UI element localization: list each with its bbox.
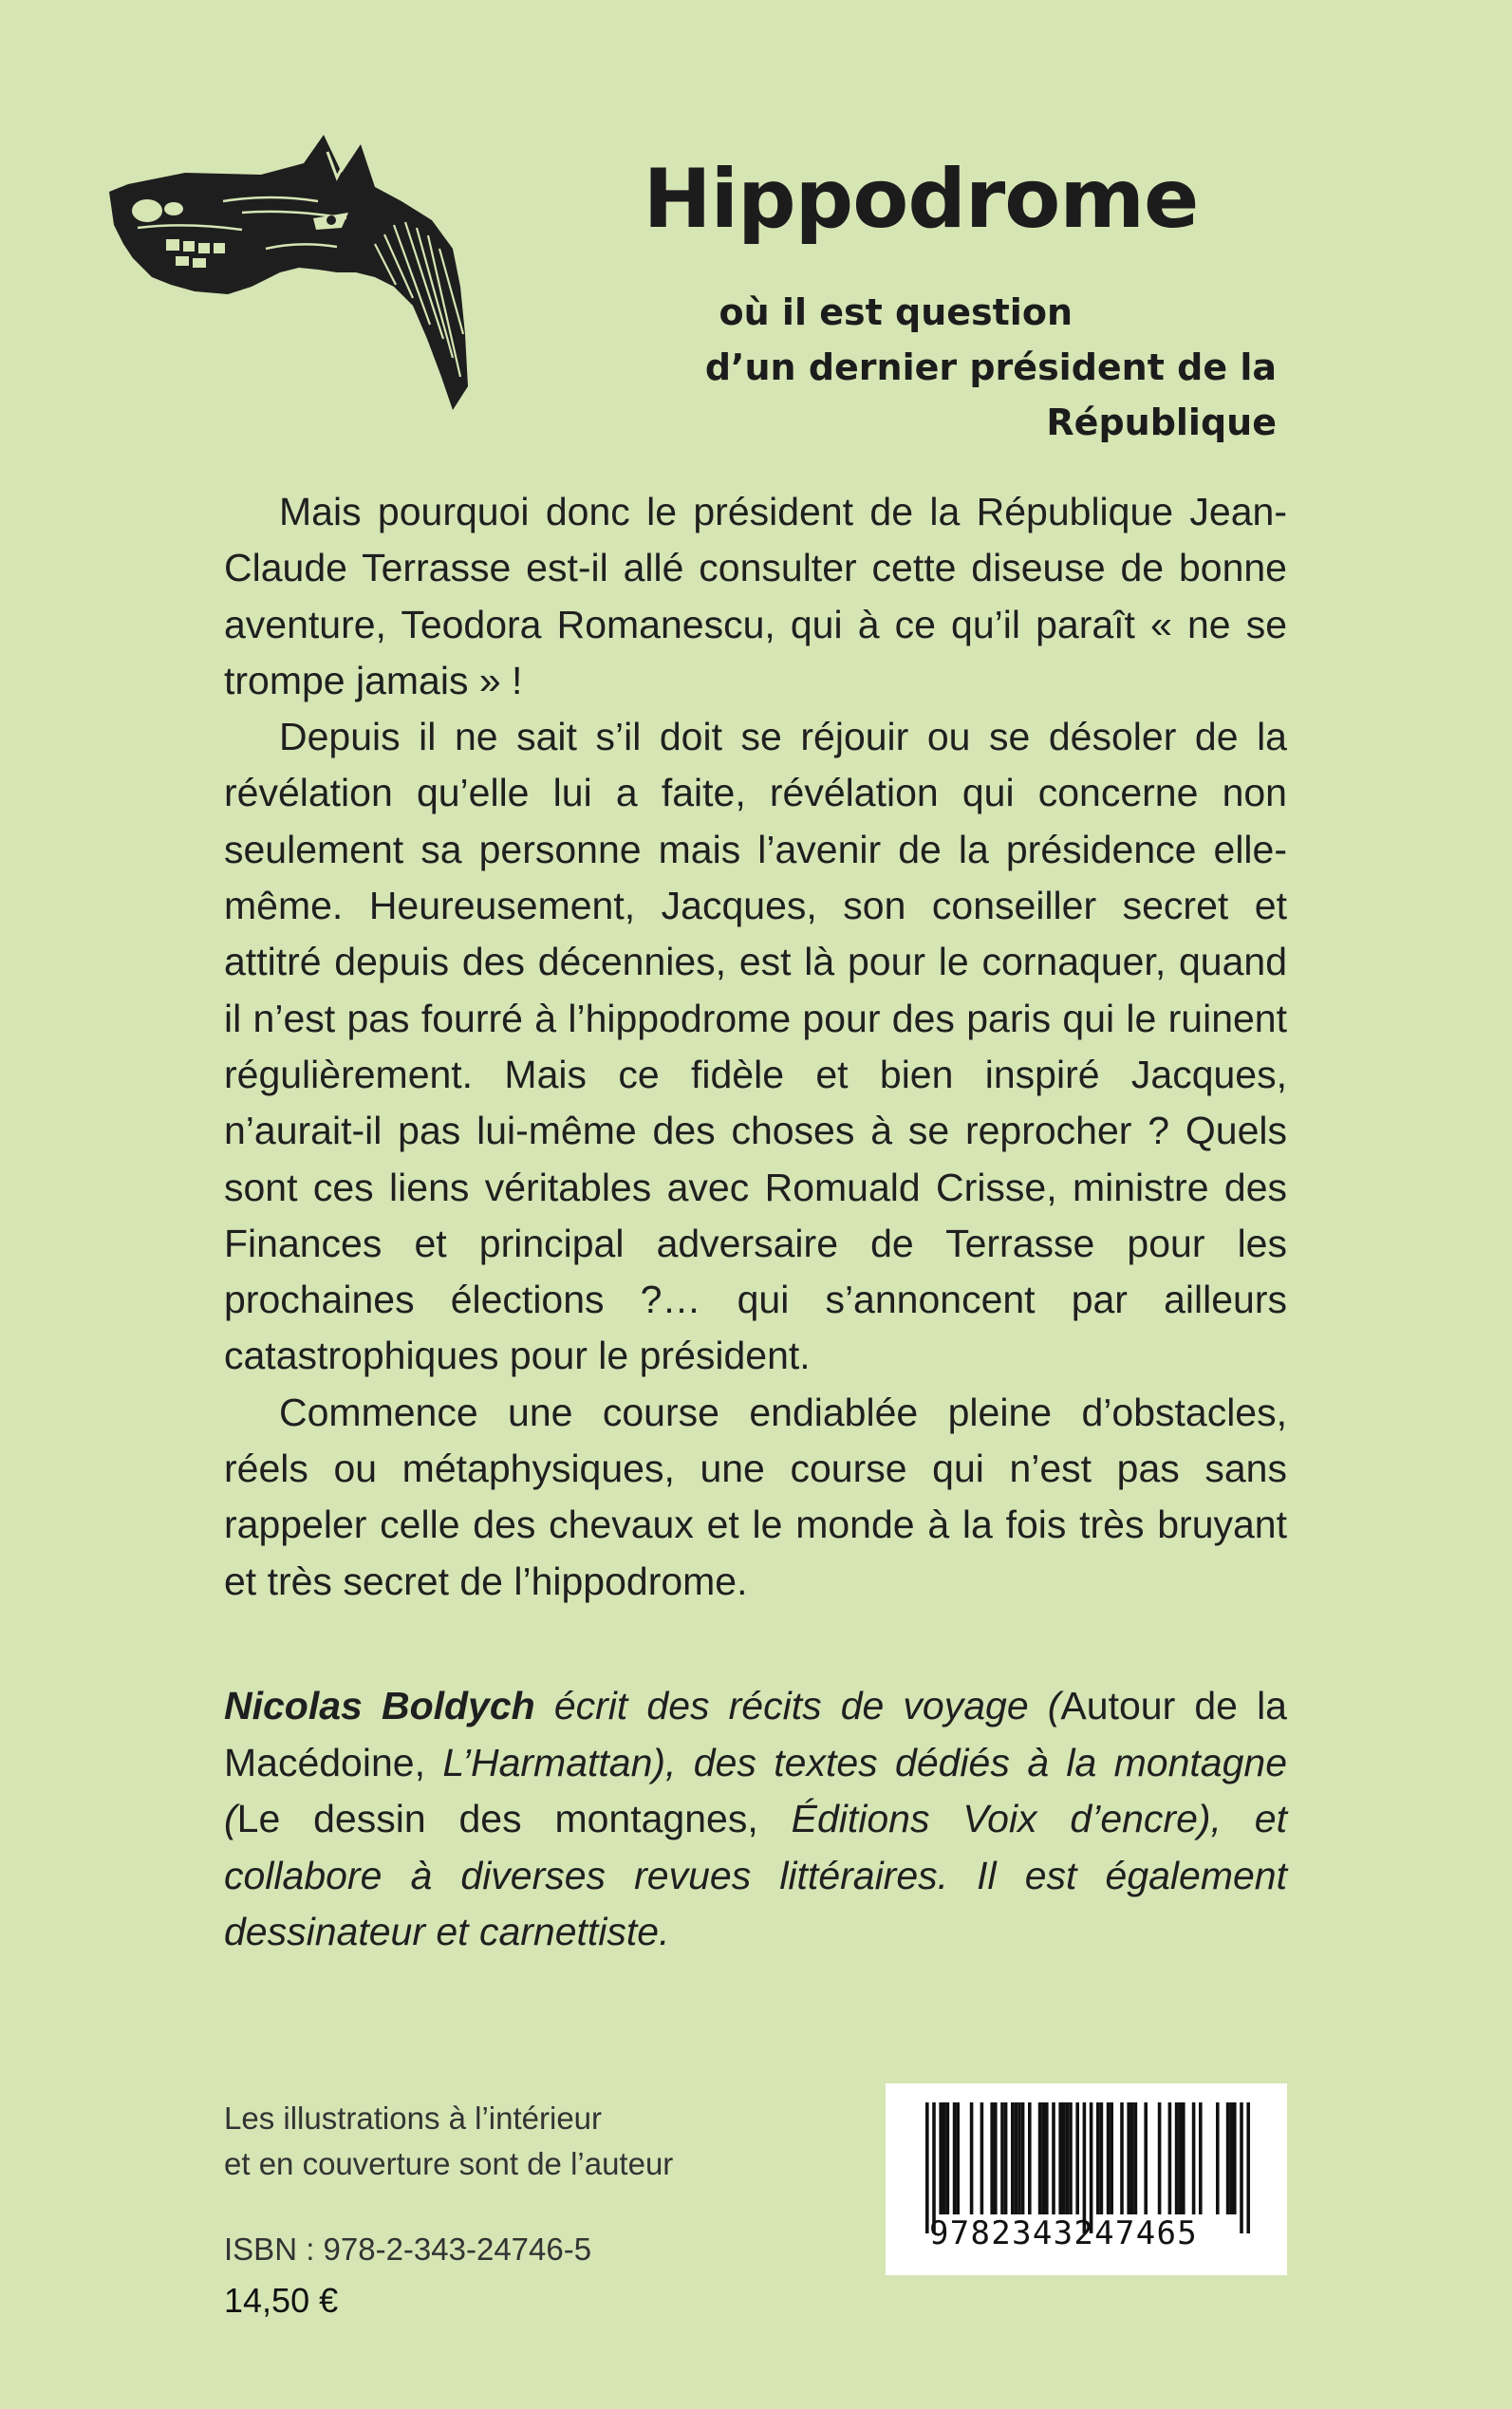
author-name: Nicolas Boldych <box>224 1684 535 1727</box>
subtitle-line-2: d’un dernier président de la République <box>704 346 1277 443</box>
barcode-digits: 9782343247465 <box>929 2214 1199 2252</box>
blurb <box>224 484 1287 1610</box>
bio-book-2: Le dessin des montagnes <box>236 1797 748 1840</box>
barcode-bar <box>1182 2102 1185 2214</box>
bio-text-3: ), des textes dédiés à la montagne ( <box>224 1740 1287 1840</box>
barcode-bar <box>970 2102 974 2214</box>
barcode-bar <box>1058 2102 1062 2214</box>
barcode-bar <box>1178 2102 1182 2214</box>
title-block <box>560 152 1310 450</box>
price: 14,50 € <box>224 2281 339 2320</box>
barcode-bar <box>1069 2102 1073 2214</box>
barcode-bar <box>1066 2102 1070 2214</box>
barcode-bar <box>1000 2102 1004 2214</box>
bio-book-1: Autour de la Macédoine <box>224 1684 1287 1784</box>
barcode-bar <box>1144 2102 1148 2214</box>
barcode-bar <box>1127 2102 1130 2214</box>
barcode-bar <box>1015 2102 1018 2214</box>
illustration-credits <box>224 2096 812 2187</box>
barcode-bar <box>1216 2102 1220 2214</box>
barcode-bar <box>994 2102 998 2214</box>
subtitle-line-1: où il est question <box>719 291 1073 333</box>
barcode-bar <box>1192 2102 1196 2214</box>
barcode-bar <box>943 2102 946 2214</box>
book-subtitle <box>560 285 1277 450</box>
barcode-bar <box>956 2102 960 2214</box>
barcode-bar <box>946 2102 950 2214</box>
barcode-bar <box>1229 2102 1233 2214</box>
barcode-bar <box>1011 2102 1015 2214</box>
barcode-bar <box>1045 2102 1049 2214</box>
barcode-bar <box>1041 2102 1045 2214</box>
blurb-paragraph-3: Commence une course endiablée pleine d’obstacles, réels ou métaphysiques, une course qui n’est pas sans rappeler celle des chevaux et le monde à la fois très bruyant et très secret de l’hippodrome. <box>224 1390 1287 1603</box>
author-bio <box>224 1678 1287 1961</box>
credits-line-1: Les illustrations à l’intérieur <box>224 2101 603 2136</box>
barcode-bar <box>1199 2102 1203 2214</box>
barcode-bar <box>1075 2102 1079 2214</box>
barcode-bar <box>1021 2102 1025 2214</box>
bio-text-2: , <box>414 1740 443 1784</box>
barcode-bar <box>1233 2102 1237 2214</box>
blurb-paragraph-1: Mais pourquoi donc le président de la République Jean-Claude Terrasse est-il allé consulter cette diseuse de bonne aventure, Teodora Romanescu, qui à ce qu’il paraît « ne se trompe jamais » ! <box>224 490 1287 702</box>
horse-head-drawing-icon <box>100 135 546 420</box>
barcode-bar <box>1004 2102 1008 2214</box>
bio-text-5: ), et collabore à diverses revues littéraires. Il est également dessinateur et carnettiste. <box>224 1797 1287 1953</box>
barcode-bar <box>1107 2102 1111 2214</box>
isbn: ISBN : 978-2-343-24746-5 <box>224 2232 592 2267</box>
barcode-bar <box>1096 2102 1100 2214</box>
barcode-bar <box>1017 2102 1021 2214</box>
barcode-bar <box>939 2102 943 2214</box>
barcode-bar <box>1052 2102 1055 2214</box>
barcode-bar <box>1168 2102 1172 2214</box>
barcode-bar <box>990 2102 994 2214</box>
bio-publisher-2: Éditions Voix d’encre <box>791 1797 1198 1840</box>
bio-text-1: écrit des récits de voyage ( <box>534 1684 1061 1727</box>
bio-publisher-1: L’Harmattan <box>442 1740 653 1784</box>
barcode-bar <box>1175 2102 1179 2214</box>
blurb-paragraph-2: Depuis il ne sait s’il doit se réjouir ou se désoler de la révélation qu’elle lui a faite, révélation qui concerne non seulement sa personne mais l’avenir de la présidence elle-même. Heureusement, Jacques, son conseiller secret et attitré depuis des décennies, est là pour le cornaquer, quand il n’est pas fourré à l’hippodrome pour des paris qui le ruinent régulièrement. Mais ce fidèle et bien inspiré Jacques, n’aurait-il pas lui-même des choses à se reprocher ? Quels sont ces liens véritables avec Romuald Crisse, ministre des Finances et principal adversaire de Terrasse pour les prochaines élections ?… qui s’annoncent par ailleurs catastrophiques pour le président. <box>224 715 1287 1378</box>
barcode-bar <box>953 2102 957 2214</box>
bio-text-4: , <box>747 1797 792 1840</box>
barcode-bar <box>980 2102 984 2214</box>
barcode-bar <box>1028 2102 1032 2214</box>
book-title: Hippodrome <box>643 152 1199 247</box>
barcode-bar <box>1062 2102 1066 2214</box>
barcode-bar <box>1134 2102 1138 2214</box>
barcode-bar <box>1158 2102 1162 2214</box>
barcode-bar <box>1110 2102 1113 2214</box>
barcode-bar <box>1130 2102 1134 2214</box>
barcode-bar <box>1120 2102 1124 2214</box>
credits-line-2: et en couverture sont de l’auteur <box>224 2146 674 2181</box>
barcode-bar <box>1100 2102 1104 2214</box>
barcode-bar <box>1038 2102 1042 2214</box>
barcode-bar <box>1226 2102 1230 2214</box>
barcode <box>886 2083 1287 2275</box>
